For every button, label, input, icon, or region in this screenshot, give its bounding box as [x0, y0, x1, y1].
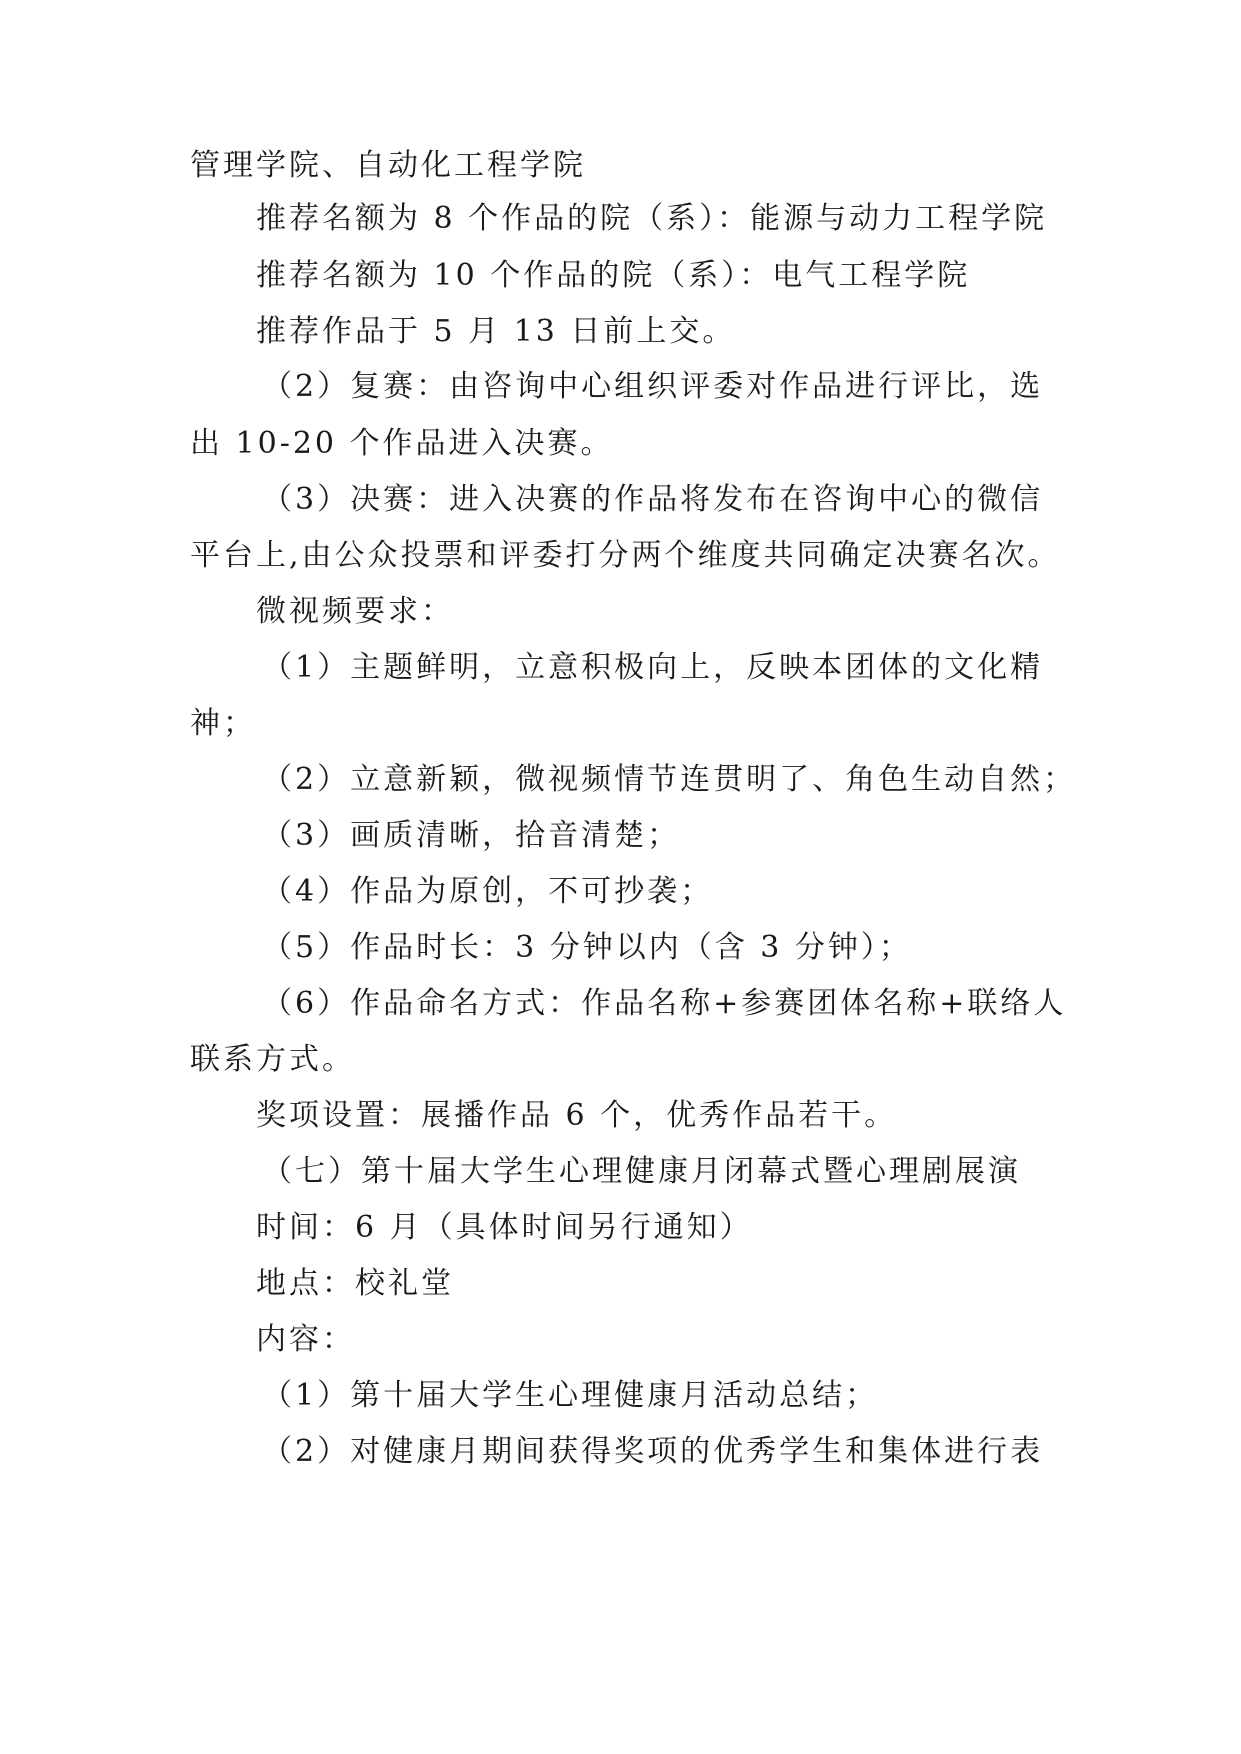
- text-line: 奖项设置：展播作品 6 个，优秀作品若干。: [256, 1098, 898, 1133]
- text-line: 内容：: [256, 1322, 355, 1357]
- text-line: （3）决赛：进入决赛的作品将发布在咨询中心的微信: [262, 482, 1044, 517]
- text-line: 平台上,由公众投票和评委打分两个维度共同确定决赛名次。: [190, 538, 1061, 573]
- text-line: （5）作品时长：3 分钟以内（含 3 分钟）；: [262, 930, 912, 965]
- text-line: 联系方式。: [190, 1042, 355, 1077]
- text-line: （1）第十届大学生心理健康月活动总结；: [262, 1378, 879, 1413]
- text-line: （七）第十届大学生心理健康月闭幕式暨心理剧展演: [262, 1154, 1021, 1189]
- text-line: （2）复赛：由咨询中心组织评委对作品进行评比，选: [262, 369, 1044, 404]
- text-line: 管理学院、自动化工程学院: [190, 148, 586, 183]
- text-line: （1）主题鲜明，立意积极向上，反映本团体的文化精: [262, 650, 1044, 685]
- text-line: 地点：校礼堂: [256, 1266, 454, 1301]
- text-line: 推荐名额为 10 个作品的院（系）：电气工程学院: [256, 258, 971, 293]
- text-line: 推荐作品于 5 月 13 日前上交。: [256, 314, 736, 349]
- text-line: （2）对健康月期间获得奖项的优秀学生和集体进行表: [262, 1434, 1044, 1469]
- text-line: （3）画质清晰，拾音清楚；: [262, 818, 681, 853]
- text-line: 出 10-20 个作品进入决赛。: [190, 426, 614, 461]
- text-line: （2）立意新颖，微视频情节连贯明了、角色生动自然；: [262, 762, 1077, 797]
- text-line: （4）作品为原创，不可抄袭；: [262, 874, 714, 909]
- text-line: （6）作品命名方式：作品名称+参赛团体名称+联络人: [262, 986, 1067, 1021]
- text-line: 微视频要求：: [256, 594, 454, 629]
- text-line: 推荐名额为 8 个作品的院（系）：能源与动力工程学院: [256, 201, 1048, 236]
- text-line: 神；: [190, 706, 256, 741]
- text-line: 时间：6 月（具体时间另行通知）: [256, 1210, 753, 1245]
